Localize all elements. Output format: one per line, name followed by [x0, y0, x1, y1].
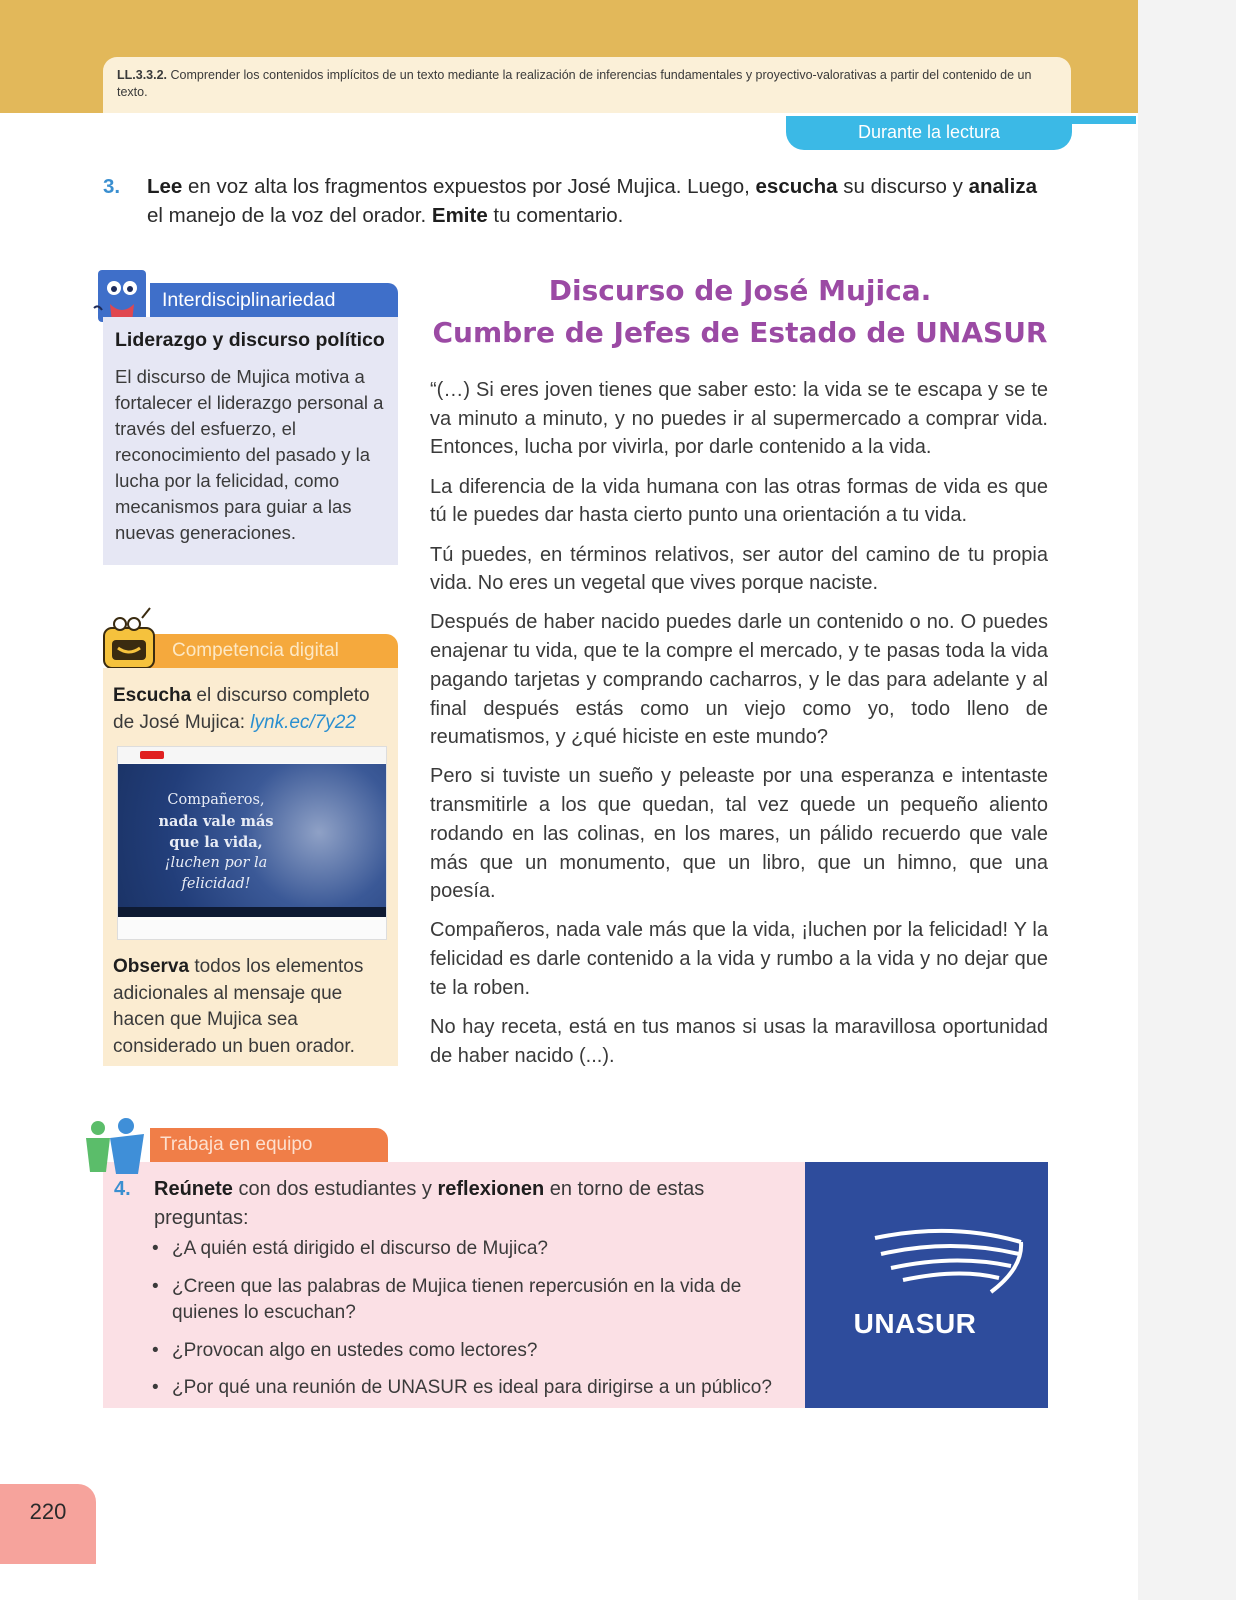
instruction-text: su discurso y [837, 175, 969, 198]
instruction-text: en torno de estas preguntas: [154, 1178, 705, 1229]
standard-text: Comprender los contenidos implícitos de un texto mediante la realización de inferencias fundamentales y proyectivo-valorativas a partir del contenido de un texto. [117, 68, 1032, 99]
quote-line: nada vale más [158, 813, 274, 830]
bullet: • [152, 1238, 159, 1259]
speech-title-line: Cumbre de Jefes de Estado de UNASUR [432, 316, 1048, 349]
bullet: • [152, 1377, 159, 1398]
activity-number: 3. [103, 175, 121, 198]
question-text: ¿Provocan algo en ustedes como lectores? [172, 1339, 538, 1361]
page-edge [1138, 0, 1236, 1600]
activity-instruction [154, 1175, 794, 1233]
keyword: Reúnete [154, 1178, 233, 1200]
activity-number: 4. [114, 1178, 131, 1200]
instruction-text: tu comentario. [487, 204, 624, 227]
instruction-text: el manejo de la voz del orador. [147, 204, 432, 227]
list-item [152, 1375, 792, 1402]
unasur-swirl-icon [871, 1218, 1031, 1308]
speech-paragraph: No hay receta, está en tus manos si usas la maravillosa oportunidad de haber nacido (...). [430, 1016, 1048, 1067]
keyword: Observa [113, 956, 190, 977]
keyword: Escucha [113, 685, 192, 706]
quote-line: felicidad! [181, 876, 251, 892]
speech-paragraph: Tú puedes, en términos relativos, ser autor del camino de tu propia vida. No eres un vegetal que vives porque naciste. [430, 543, 1048, 595]
observa-body: todos los elementos adicionales al mensaje que hacen que Mujica sea considerado un buen orador. [113, 956, 364, 1057]
interdisciplinariedad-box [103, 317, 398, 565]
speech-text [430, 376, 1048, 1081]
instruction-text: con dos estudiantes y [232, 1178, 438, 1200]
bullet: • [152, 1275, 159, 1297]
observa-text [113, 954, 388, 1060]
activity-4 [114, 1175, 794, 1233]
escucha-text [113, 682, 388, 736]
speech-title-line: Discurso de José Mujica. [548, 274, 932, 307]
standard-code: LL.3.3.2. [117, 68, 168, 82]
question-text: ¿Creen que las palabras de Mujica tienen repercusión en la vida de quienes lo escuchan? [172, 1275, 742, 1323]
speech-link[interactable]: lynk.ec/7y22 [250, 712, 356, 733]
inter-body: El discurso de Mujica motiva a fortalecer el liderazgo personal a través del esfuerzo, el reconocimiento del pasado y la lucha por la felicidad, como mecanismos para guiar a las nuevas generaciones. [115, 366, 384, 543]
instruction-text: en voz alta los fragmentos expuestos por José Mujica. Luego, [182, 175, 756, 198]
speech-paragraph: Después de haber nacido puedes darle un contenido o no. O puedes enajenar tu vida, que te la compre el mercado, y te pasas toda la vida pagando tarjetas y comprando cacharros, y le das para adelante y al final después estás como un viejo como yo, todo lleno de reumatismos, y ¿qué hiciste en este mundo? [430, 611, 1048, 749]
keyword: Emite [431, 204, 488, 227]
unasur-logo [805, 1162, 1048, 1408]
video-logo-icon [140, 751, 164, 759]
video-controls[interactable] [118, 907, 386, 917]
page-number: 220 [0, 1484, 96, 1564]
competencia-digital-header: Competencia digital [150, 634, 398, 668]
question-list [152, 1236, 792, 1413]
video-quote [142, 790, 290, 895]
keyword: analiza [968, 175, 1037, 198]
list-item [152, 1274, 792, 1327]
stage-tab: Durante la lectura [786, 116, 1072, 150]
quote-line: ¡luchen por la [164, 855, 268, 871]
video-thumbnail[interactable] [117, 746, 387, 940]
list-item [152, 1338, 792, 1365]
trabaja-en-equipo-header: Trabaja en equipo [150, 1128, 388, 1162]
list-item [152, 1236, 792, 1263]
interdisciplinariedad-header: Interdisciplinariedad [150, 283, 398, 317]
video-frame [118, 764, 386, 916]
video-top-bar [118, 747, 386, 763]
skill-standard [103, 57, 1071, 113]
team-people-icon [80, 1116, 154, 1176]
section-rule [1072, 116, 1136, 124]
speech-title [430, 270, 1050, 354]
quote-line: Compañeros, [167, 792, 265, 808]
escucha-body: el discurso completo de José Mujica: [113, 685, 370, 733]
activity-instruction [147, 172, 1053, 230]
question-text: ¿A quién está dirigido el discurso de Mujica? [172, 1238, 548, 1259]
keyword: Lee [147, 175, 183, 198]
question-text: ¿Por qué una reunión de UNASUR es ideal para dirigirse a un público? [172, 1377, 772, 1398]
speech-paragraph: “(…) Si eres joven tienes que saber esto: la vida se te escapa y se te va minuto a minuto, y no puedes ir al supermercado a comprar vida. Entonces, lucha por vivirla, por darle contenido a la vida. [430, 379, 1048, 459]
speech-paragraph: Compañeros, nada vale más que la vida, ¡luchen por la felicidad! Y la felicidad es darle contenido a la vida y rumbo a la vida y no dejar que te la roben. [430, 919, 1048, 999]
bullet: • [152, 1339, 159, 1361]
keyword: escucha [755, 175, 838, 198]
unasur-logo-text: UNASUR [853, 1308, 977, 1339]
speech-paragraph: La diferencia de la vida humana con las otras formas de vida es que tú le puedes dar hasta cierto punto una orientación a tu vida. [430, 475, 1048, 527]
activity-3 [103, 172, 1053, 230]
keyword: reflexionen [437, 1178, 545, 1200]
robot-mascot-icon [98, 604, 162, 674]
inter-title: Liderazgo y discurso político [115, 329, 385, 351]
quote-line: que la vida, [169, 834, 263, 851]
speech-paragraph: Pero si tuviste un sueño y peleaste por una esperanza e intentaste transmitirle a los que quedan, tal vez quede un pequeño aliento rodando en las colinas, en los mares, un pálido recuerdo que vale más que un monumento, que un libro, que un himno, que una poesía. [430, 765, 1048, 903]
